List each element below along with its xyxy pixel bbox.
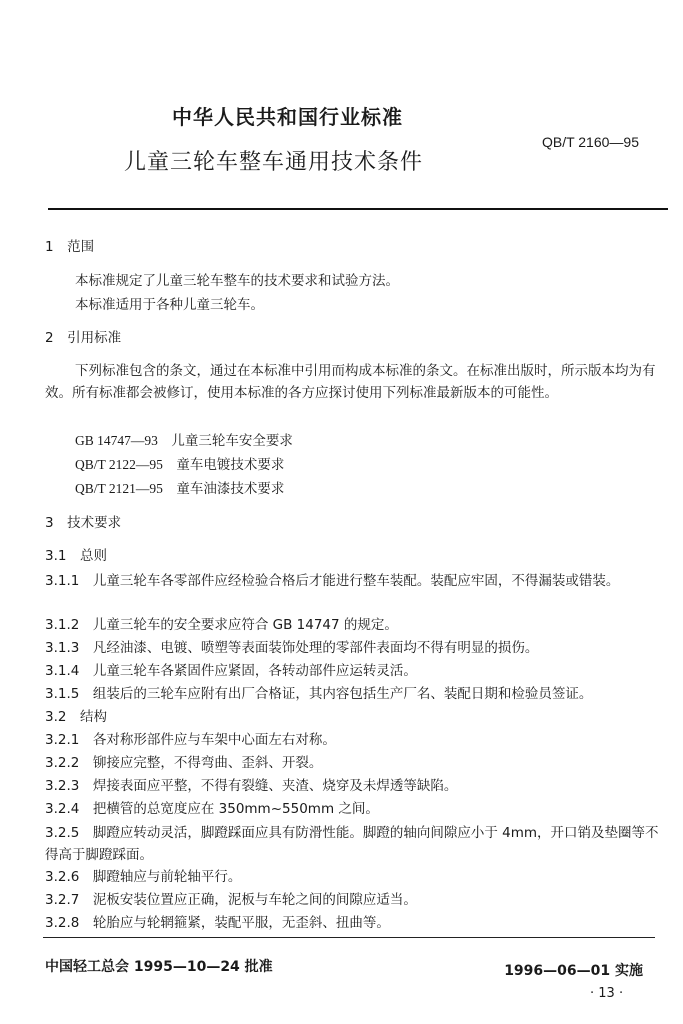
clause-3-2-3: 3.2.3 焊接表面应平整，不得有裂缝、夹渣、烧穿及未焊透等缺陷。 (45, 778, 458, 794)
clause-3-2-8: 3.2.8 轮胎应与轮辋箍紧，装配平服，无歪斜、扭曲等。 (45, 915, 390, 931)
approval-note: 中国轻工总会 1995—10—24 批准 (45, 959, 273, 975)
clause-3-2-5: 3.2.5 脚蹬应转动灵活，脚蹬踩面应具有防滑性能。脚蹬的轴向间隙应小于 4mm，开口销及垫圈等不得高于脚蹬踩面。 (45, 825, 659, 863)
page-number: · 13 · (590, 986, 624, 1001)
clause-3-1-1: 3.1.1 儿童三轮车各零部件应经检验合格后才能进行整车装配。装配应牢固，不得漏装或错装。 (45, 573, 620, 589)
clause-3-2-2: 3.2.2 铆接应完整，不得弯曲、歪斜、开裂。 (45, 755, 323, 771)
clause-3-1-3: 3.1.3 凡经油漆、电镀、喷塑等表面装饰处理的零部件表面均不得有明显的损伤。 (45, 640, 539, 656)
clause-3-2-1: 3.2.1 各对称形部件应与车架中心面左右对称。 (45, 732, 336, 748)
section-2-heading: 2 引用标准 (45, 330, 122, 346)
clause-3-2-7: 3.2.7 泥板安装位置应正确，泥板与车轮之间的间隙应适当。 (45, 892, 417, 908)
section-2-paragraph: 下列标准包含的条文，通过在本标准中引用而构成本标准的条文。在标准出版时，所示版本均为有效。所有标准都会被修订，使用本标准的各方应探讨使用下列标准最新版本的可能性。 (45, 363, 656, 401)
reference-item: GB 14747—93 儿童三轮车安全要求 (75, 433, 293, 448)
issuing-organization: 中华人民共和国行业标准 (172, 105, 403, 129)
section-1-paragraph-2: 本标准适用于各种儿童三轮车。 (75, 297, 264, 313)
section-3-2-heading: 3.2 结构 (45, 709, 107, 725)
section-3-heading: 3 技术要求 (45, 515, 122, 531)
section-1-paragraph-1: 本标准规定了儿童三轮车整车的技术要求和试验方法。 (75, 273, 399, 289)
header-rule (48, 208, 668, 210)
standard-number: QB/T 2160—95 (541, 134, 639, 150)
footer-rule (43, 937, 655, 938)
effective-date: 1996—06—01 实施 (504, 963, 643, 979)
section-3-1-heading: 3.1 总则 (45, 548, 107, 564)
clause-3-2-4: 3.2.4 把横管的总宽度应在 350mm~550mm 之间。 (45, 801, 379, 817)
clause-3-1-2: 3.1.2 儿童三轮车的安全要求应符合 GB 14747 的规定。 (45, 617, 398, 633)
section-1-heading: 1 范围 (45, 239, 95, 255)
clause-3-1-4: 3.1.4 儿童三轮车各紧固件应紧固，各转动部件应运转灵活。 (45, 663, 417, 679)
clause-3-2-6: 3.2.6 脚蹬轴应与前轮轴平行。 (45, 869, 242, 885)
reference-item: QB/T 2121—95 童车油漆技术要求 (75, 481, 285, 496)
clause-3-1-5: 3.1.5 组装后的三轮车应附有出厂合格证，其内容包括生产厂名、装配日期和检验员签证。 (45, 686, 593, 702)
reference-item: QB/T 2122—95 童车电镀技术要求 (75, 457, 285, 472)
document-title: 儿童三轮车整车通用技术条件 (124, 150, 424, 175)
